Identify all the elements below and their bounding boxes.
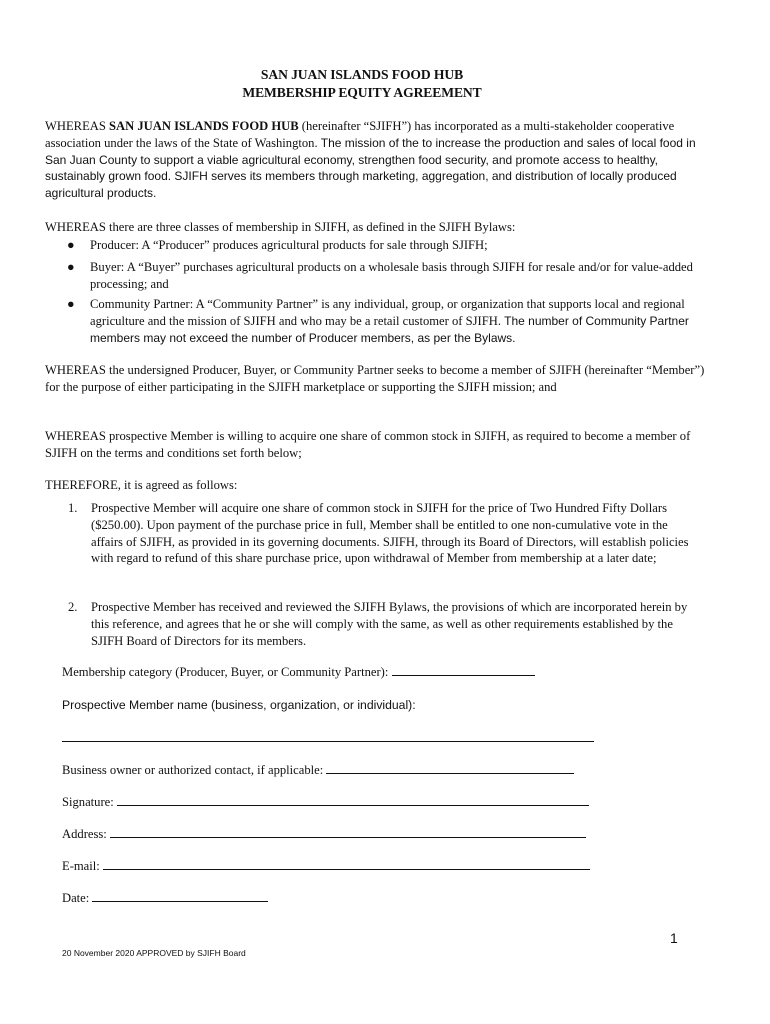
page-number: 1	[670, 930, 678, 946]
title-line-1: SAN JUAN ISLANDS FOOD HUB	[260, 67, 464, 82]
bullet-text: Buyer: A “Buyer” purchases agricultural products on a wholesale basis through SJIFH for resale and/or for value-added processing; and	[90, 260, 693, 291]
bullet-icon: ●	[67, 238, 75, 252]
address-label: Address:	[62, 827, 110, 841]
bullet-icon: ●	[67, 260, 75, 274]
email-line[interactable]	[103, 858, 590, 870]
member-name-label: Prospective Member name (business, organization, or individual):	[62, 698, 416, 712]
whereas-paragraph-3: WHEREAS the undersigned Producer, Buyer, or Community Partner seeks to become a member of SJIFH (hereinafter “Member”) for the purpose of either participating in the SJIFH marketplace or supporting the SJIFH mission; and	[45, 363, 705, 394]
p1-org-name: SAN JUAN ISLANDS FOOD HUB	[109, 119, 299, 133]
whereas-paragraph-2: WHEREAS there are three classes of membership in SJIFH, as defined in the SJIFH Bylaws:	[45, 220, 516, 234]
membership-category-label: Membership category (Producer, Buyer, or Community Partner):	[62, 665, 392, 679]
bullet-text	[90, 296, 710, 346]
therefore-paragraph: THEREFORE, it is agreed as follows:	[45, 478, 238, 492]
email-field	[62, 858, 622, 874]
item-number: 2.	[68, 600, 78, 614]
bullet-icon: ●	[67, 297, 75, 311]
authorized-contact-field	[62, 762, 622, 778]
member-name-line-row	[62, 730, 622, 746]
membership-category-line[interactable]	[392, 664, 535, 676]
signature-line[interactable]	[117, 794, 589, 806]
date-line[interactable]	[92, 890, 268, 902]
date-label: Date:	[62, 891, 93, 905]
email-label: E-mail:	[62, 859, 103, 873]
address-line[interactable]	[110, 826, 586, 838]
signature-field	[62, 794, 622, 810]
footer-note: 20 November 2020 APPROVED by SJIFH Board	[62, 948, 246, 958]
title-line-2: MEMBERSHIP EQUITY AGREEMENT	[242, 85, 482, 100]
item-text: Prospective Member will acquire one share of common stock in SJIFH for the price of Two Hundred Fifty Dollars ($250.00). Upon payment of the purchase price in full, Member shall be entitled to one non-cumulative vote in the affairs of SJIFH, as provided in its governing documents. SJIFH, through its Board of Directors, will establish policies with regard to refund of this share purchase price, upon withdrawal of Member from membership at a later date;	[91, 501, 689, 566]
member-name-line[interactable]	[62, 730, 594, 742]
membership-category-field	[62, 664, 622, 680]
p1-mission: The mission of the to increase the production and sales of local food in San Juan County to support a viable agricultural economy, strengthen food security, and promote access to healthy, sustainably grown food.	[45, 135, 696, 184]
address-field	[62, 826, 622, 842]
p1-tail: SJIFH serves its members through marketing, aggregation, and distribution of locally produced agricultural products.	[45, 169, 677, 201]
p1-prefix: WHEREAS	[45, 119, 110, 133]
whereas-paragraph-1	[45, 118, 713, 202]
date-field	[62, 890, 622, 906]
bullet-text-sans: The number of Community Partner members may not exceed the number of Producer members, as per the Bylaws.	[90, 313, 689, 345]
authorized-contact-line[interactable]	[326, 762, 574, 774]
member-name-field	[62, 697, 622, 713]
p1-rest: (hereinafter “SJIFH”) has incorporated as a multi-stakeholder cooperative association under the laws of the State of Washington.	[45, 119, 675, 150]
authorized-contact-label: Business owner or authorized contact, if applicable:	[62, 763, 327, 777]
bullet-text: Producer: A “Producer” produces agricultural products for sale through SJIFH;	[90, 238, 488, 252]
whereas-paragraph-4: WHEREAS prospective Member is willing to acquire one share of common stock in SJIFH, as required to become a member of SJIFH on the terms and conditions set forth below;	[45, 429, 691, 460]
item-text: Prospective Member has received and reviewed the SJIFH Bylaws, the provisions of which are incorporated herein by this reference, and agrees that he or she will comply with the same, as well as other requirements established by the SJIFH Board of Directors for its members.	[91, 600, 688, 648]
item-number: 1.	[68, 501, 78, 515]
signature-label: Signature:	[62, 795, 117, 809]
bullet-text-serif: Community Partner: A “Community Partner” is any individual, group, or organization that supports local and regional agriculture and the mission of SJIFH and who may be a retail customer of SJIFH.	[90, 297, 685, 328]
